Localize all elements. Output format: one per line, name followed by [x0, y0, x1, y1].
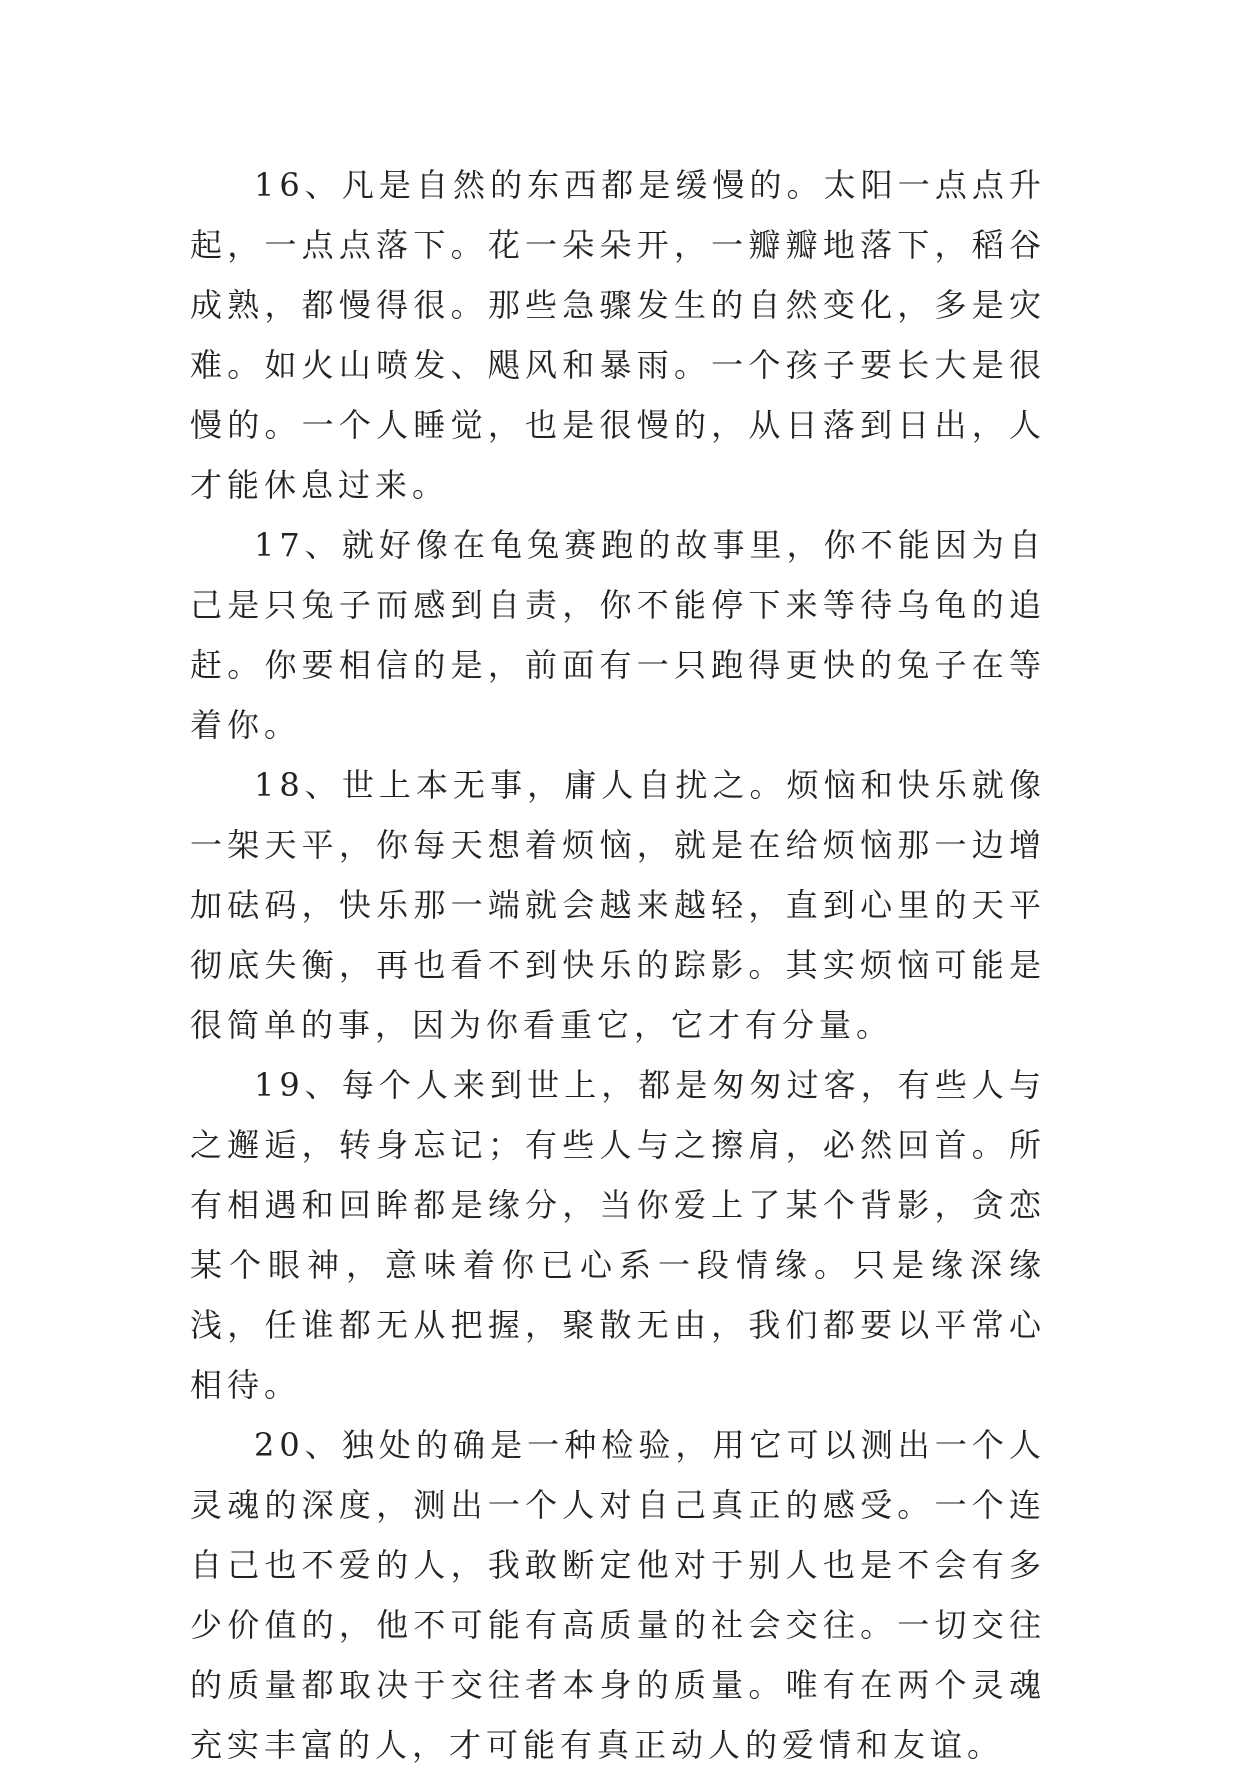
paragraph-16: 16、凡是自然的东西都是缓慢的。太阳一点点升起，一点点落下。花一朵朵开，一瓣瓣地落下，稻谷成熟，都慢得很。那些急骤发生的自然变化，多是灾难。如火山喷发、飓风和暴雨。一个孩子要长大是很慢的。一个人睡觉，也是很慢的，从日落到日出，人才能休息过来。 [190, 166, 1046, 504]
paragraph-18: 18、世上本无事，庸人自扰之。烦恼和快乐就像一架天平，你每天想着烦恼，就是在给烦恼那一边增加砝码，快乐那一端就会越来越轻，直到心里的天平彻底失衡，再也看不到快乐的踪影。其实烦恼可能是很简单的事，因为你看重它，它才有分量。 [190, 766, 1046, 1044]
paragraph-17: 17、就好像在龟兔赛跑的故事里，你不能因为自己是只兔子而感到自责，你不能停下来等待乌龟的追赶。你要相信的是，前面有一只跑得更快的兔子在等着你。 [190, 526, 1046, 744]
document-body [190, 155, 1046, 1775]
paragraph-19: 19、每个人来到世上，都是匆匆过客，有些人与之邂逅，转身忘记；有些人与之擦肩，必然回首。所有相遇和回眸都是缘分，当你爱上了某个背影，贪恋某个眼神，意味着你已心系一段情缘。只是缘深缘浅，任谁都无从把握，聚散无由，我们都要以平常心相待。 [190, 1066, 1046, 1404]
paragraph-20: 20、独处的确是一种检验，用它可以测出一个人灵魂的深度，测出一个人对自己真正的感受。一个连自己也不爱的人，我敢断定他对于别人也是不会有多少价值的，他不可能有高质量的社会交往。一切交往的质量都取决于交往者本身的质量。唯有在两个灵魂充实丰富的人，才可能有真正动人的爱情和友谊。 [190, 1426, 1046, 1764]
